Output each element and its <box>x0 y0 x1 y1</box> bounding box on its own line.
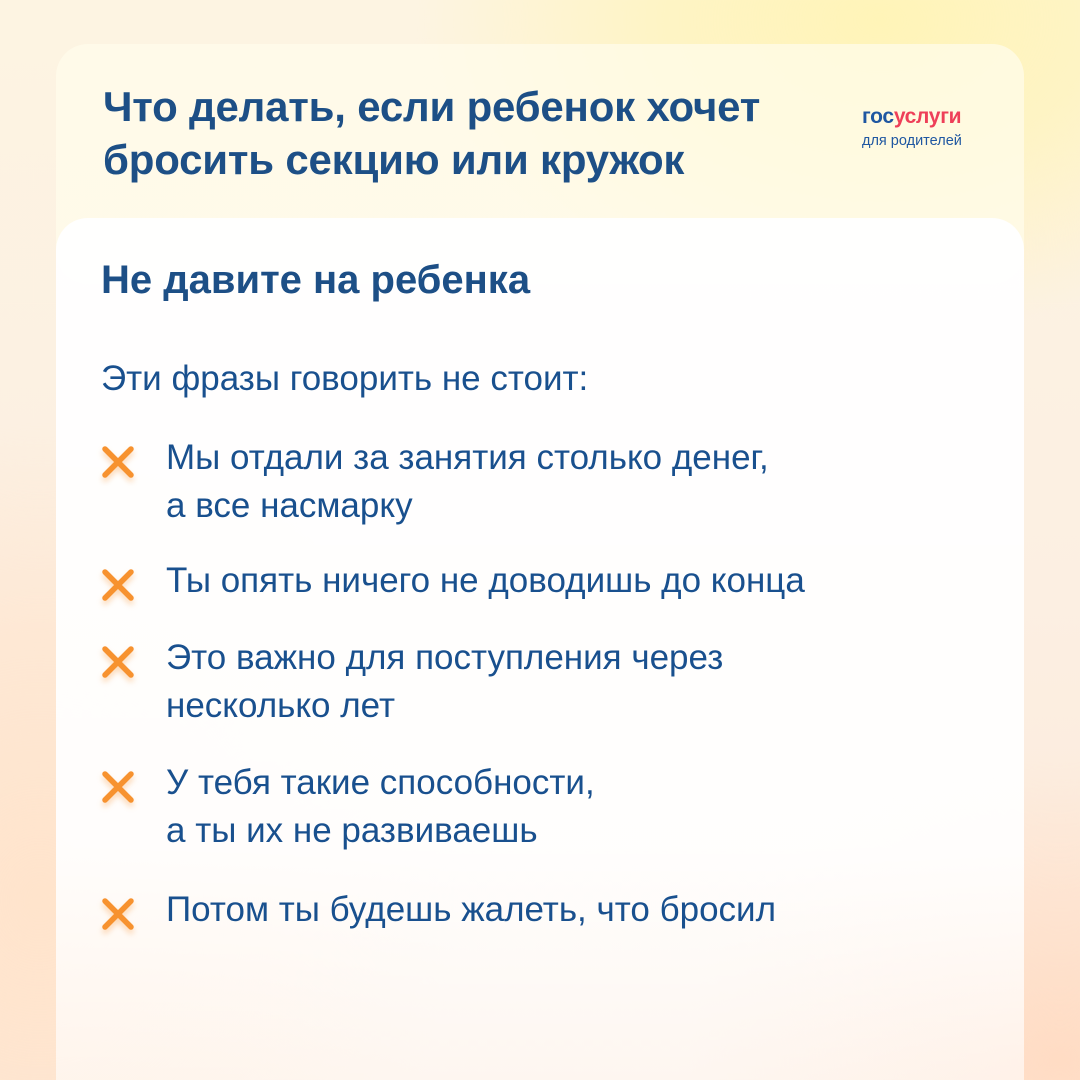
section-heading: Не давите на ребенка <box>101 258 531 302</box>
logo-subtitle: для родителей <box>862 133 962 149</box>
cross-icon <box>100 896 136 932</box>
page-title: Что делать, если ребенок хочет бросить секцию или кружок <box>103 83 761 183</box>
phrase-text: Потом ты будешь жалеть, что бросил <box>166 890 777 929</box>
cross-icon <box>100 644 136 680</box>
logo-wordmark-part-b: услуги <box>893 105 962 128</box>
cross-icon <box>100 444 136 480</box>
intro-text: Эти фразы говорить не стоит: <box>101 359 589 398</box>
phrase-text: Мы отдали за занятия столько денег, а все насмарку <box>166 438 769 525</box>
gosuslugi-logo[interactable] <box>862 104 1002 150</box>
logo-wordmark-part-a: гос <box>862 105 894 128</box>
phrase-text: Это важно для поступления через несколько лет <box>166 638 724 725</box>
logo-wordmark <box>862 104 1002 130</box>
phrase-text: Ты опять ничего не доводишь до конца <box>166 561 805 600</box>
cross-icon <box>100 567 136 603</box>
phrase-text: У тебя такие способности, а ты их не развиваешь <box>166 763 595 850</box>
cross-icon <box>100 769 136 805</box>
